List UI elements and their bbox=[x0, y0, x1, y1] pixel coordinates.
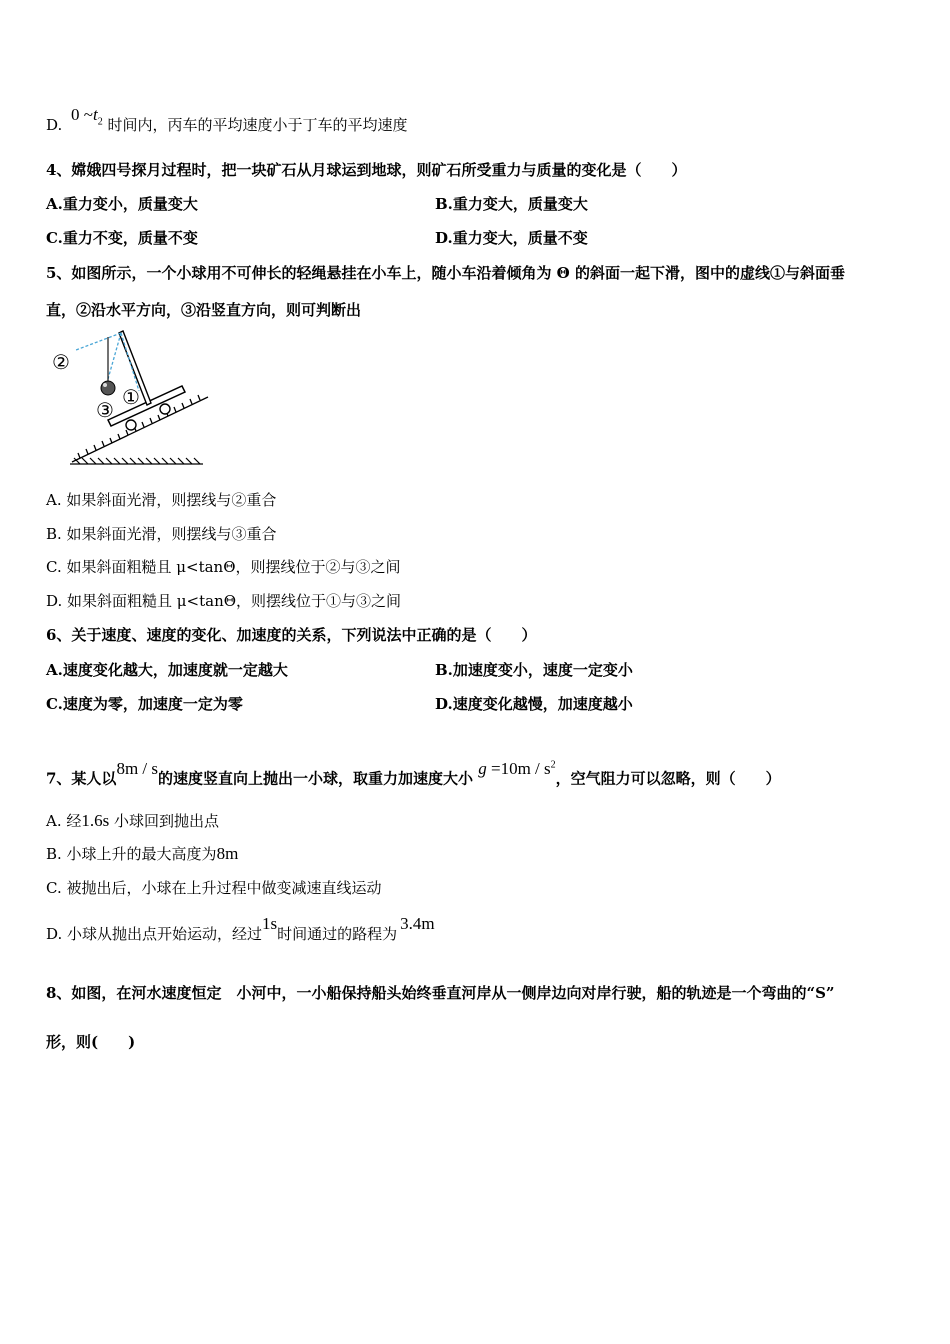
cart-wheel bbox=[160, 404, 170, 414]
pendulum-ball bbox=[101, 381, 115, 395]
figure-label-3: ③ bbox=[96, 398, 114, 422]
q7-option-c: C. 被抛出后，小球在上升过程中做变减速直线运动 bbox=[46, 879, 382, 897]
q5-incline-cart-figure bbox=[50, 325, 215, 470]
q7-option-b: B. 小球上升的最大高度为8m bbox=[46, 844, 239, 863]
q7-speed-math: 8m / s bbox=[116, 758, 158, 778]
q7-gravity-math: $g =10m / s^2$ bbox=[478, 758, 556, 778]
q5-stem-line2: 直，②沿水平方向，③沿竖直方向，则可判断出 bbox=[46, 301, 362, 319]
q8-stem-line1: 8、如图，在河水速度恒定 小河中，一小船保持船头始终垂直河岸从一侧岸边向对岸行驶，船的轨迹是一个弯曲的“S” bbox=[46, 984, 835, 1002]
q6-option-b: B.加速度变小，速度一定变小 bbox=[435, 661, 633, 679]
q4-stem: 4、嫦娥四号探月过程时，把一块矿石从月球运到地球，则矿石所受重力与质量的变化是（ ） bbox=[46, 161, 687, 179]
q7-option-d: D. 小球从抛出点开始运动，经过1s时间通过的路程为3.4m bbox=[46, 914, 435, 943]
q4-option-c: C.重力不变，质量不变 bbox=[46, 229, 198, 247]
q4-option-b: B.重力变大，质量变大 bbox=[435, 195, 588, 213]
q3-option-d-math: 0 $\sim t_2$ bbox=[71, 105, 103, 128]
q6-option-c: C.速度为零，加速度一定为零 bbox=[46, 695, 243, 713]
q6-option-a: A.速度变化越大，加速度就一定越大 bbox=[46, 661, 288, 679]
q4-option-a: A.重力变小，质量变大 bbox=[46, 195, 198, 213]
q5-option-a: A. 如果斜面光滑，则摆线与②重合 bbox=[46, 491, 277, 509]
ground-hatch bbox=[70, 458, 203, 464]
q6-option-d: D.速度变化越慢，加速度越小 bbox=[435, 695, 633, 713]
ball-highlight bbox=[103, 383, 107, 387]
q5-stem-line1: 5、如图所示，一个小球用不可伸长的轻绳悬挂在小车上，随小车沿着倾角为 Θ 的斜面一起下滑，图中的虚线①与斜面垂 bbox=[46, 264, 845, 282]
q7-option-a: A. 经1.6s 小球回到抛出点 bbox=[46, 811, 220, 830]
q5-option-c: C. 如果斜面粗糙且 μ<tanΘ，则摆线位于②与③之间 bbox=[46, 558, 401, 576]
q6-stem: 6、关于速度、速度的变化、加速度的关系，下列说法中正确的是（ ） bbox=[46, 626, 537, 644]
q5-option-d: D. 如果斜面粗糙且 μ<tanΘ，则摆线位于①与③之间 bbox=[46, 592, 402, 610]
q7-stem: 7、某人以8m / s的速度竖直向上抛出一小球，取重力加速度大小 $g =10m / s^2$，空气阻力可以忽略，则（ ） bbox=[46, 758, 781, 788]
q4-option-d: D.重力变大，质量不变 bbox=[435, 229, 588, 247]
figure-label-1: ① bbox=[122, 385, 140, 409]
cart-wheel bbox=[126, 420, 136, 430]
q8-stem-line2: 形，则( ) bbox=[46, 1033, 136, 1051]
q5-option-b: B. 如果斜面光滑，则摆线与③重合 bbox=[46, 525, 277, 543]
figure-label-2: ② bbox=[52, 350, 70, 374]
q3-option-d: D. 0 $\sim t_2$ 时间内，丙车的平均速度小于丁车的平均速度 bbox=[46, 105, 408, 134]
